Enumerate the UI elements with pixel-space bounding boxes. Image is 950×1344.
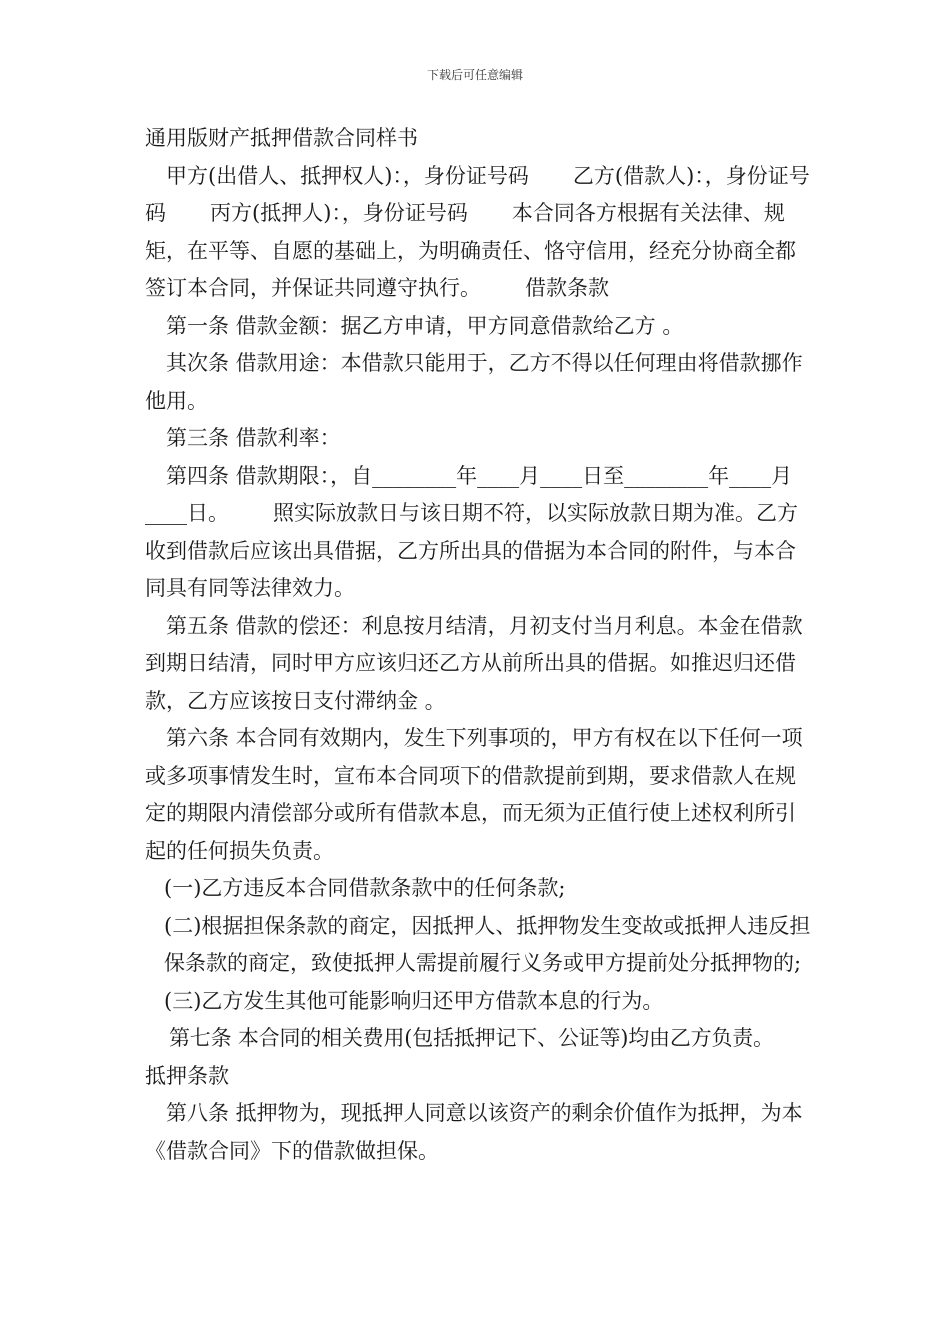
article-3: 第三条 借款利率：	[166, 426, 341, 450]
article-6-item-1: (一)乙方违反本合同借款条款中的任何条款;	[164, 876, 566, 900]
article-5: 第五条 借款的偿还：利息按月结清，月初支付当月利息。本金在借款到期日结清，同时甲方应该归还乙方从前所出具的借据。如推迟归还借款，乙方应该按日支付滞纳金 。	[145, 613, 803, 713]
preamble: 本合同各方根据有关法律、规矩，在平等、自愿的基础上，为明确责任、恪守信用，经充分协商全都签订本合同，并保证共同遵守执行。	[145, 201, 796, 300]
article-4	[145, 458, 815, 608]
party-a: 甲方(出借人、抵押权人)：，身份证号码	[166, 163, 529, 188]
contract-body	[145, 120, 815, 1170]
intro-paragraph	[145, 158, 815, 308]
party-b: 乙方(借款人)：，身份证号码	[145, 163, 810, 225]
section-heading-mortgage: 抵押条款	[145, 1063, 229, 1088]
article-6-item-3: (三)乙方发生其他可能影响归还甲方借款本息的行为。	[164, 988, 664, 1013]
section-heading-loan: 借款条款	[525, 276, 609, 300]
article-6-item-2: (二)根据担保条款的商定，因抵押人、抵押物发生变故或抵押人违反担保条款的商定，致使抵押人需提前履行义务或甲方提前处分抵押物的;	[164, 913, 811, 975]
party-c: 丙方(抵押人)：，身份证号码	[210, 201, 468, 225]
article-8: 第八条 抵押物为，现抵押人同意以该资产的剩余价值作为抵押，为本《借款合同》下的借款做担保。	[145, 1101, 803, 1163]
page-header: 下载后可任意编辑	[426, 68, 523, 82]
contract-title: 通用版财产抵押借款合同样书	[145, 126, 418, 150]
article-1: 第一条 借款金额：据乙方申请，甲方同意借款给乙方 。	[166, 313, 684, 338]
article-6: 第六条 本合同有效期内，发生下列事项的，甲方有权在以下任何一项或多项事情发生时，宣布本合同项下的借款提前到期，要求借款人在规定的期限内清偿部分或所有借款本息，而无须为正值行使上述权利所引起的任何损失负责。	[145, 726, 803, 863]
article-4-term: 第四条 借款期限：，自________年____月____日至________年____月____日。	[145, 463, 793, 525]
article-2: 其次条 借款用途：本借款只能用于，乙方不得以任何理由将借款挪作他用。	[145, 351, 803, 413]
article-7: 第七条 本合同的相关费用(包括抵押记下、公证等)均由乙方负责。	[169, 1026, 774, 1050]
article-4-rest: 照实际放款日与该日期不符，以实际放款日期为准。乙方收到借款后应该出具借据，乙方所出具的借据为本合同的附件，与本合同具有同等法律效力。	[145, 501, 798, 600]
